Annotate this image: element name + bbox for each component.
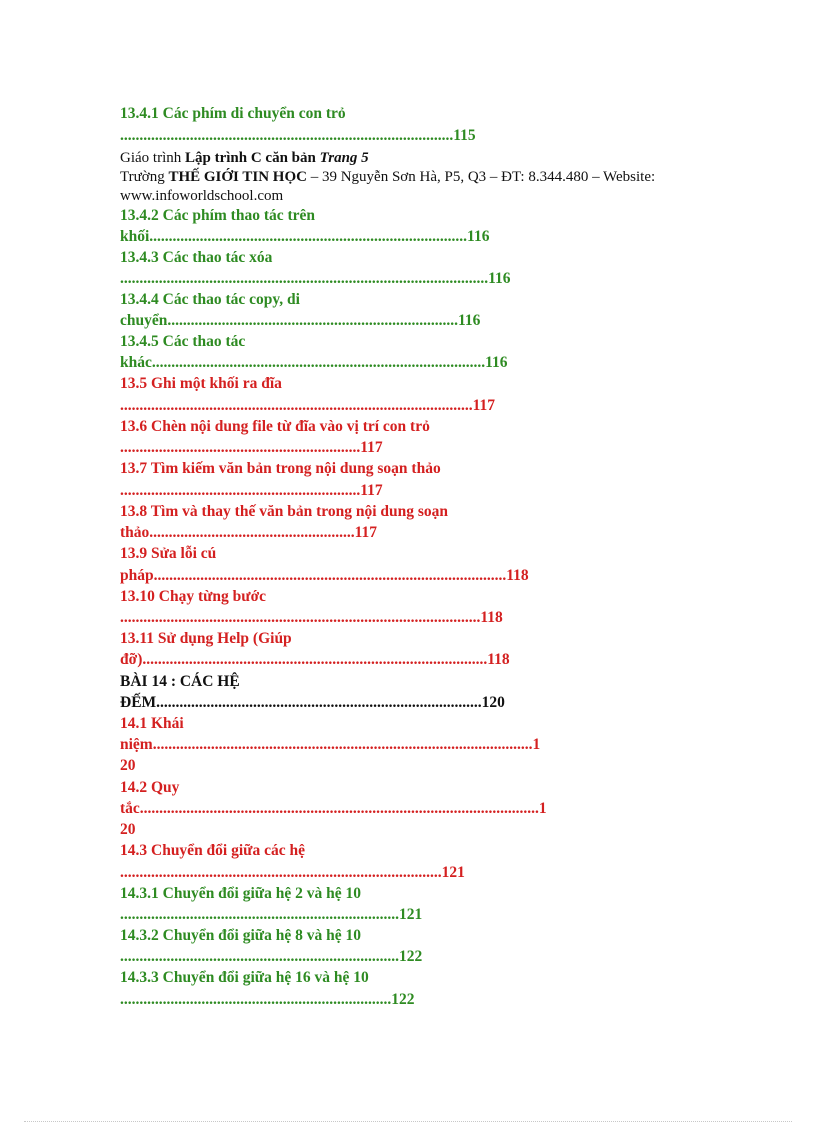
- toc-line: ...............................................................................................116: [120, 270, 511, 287]
- toc-line: 14.3.2 Chuyển đổi giữa hệ 8 và hệ 10: [120, 927, 361, 944]
- toc-line: 13.11 Sử dụng Help (Giúp: [120, 630, 292, 647]
- toc-line: ......................................................................122: [120, 991, 415, 1008]
- header-org: THẾ GIỚI TIN HỌC: [168, 169, 307, 185]
- toc-line: ...........................................................................................117: [120, 397, 496, 414]
- toc-line: 14.3 Chuyển đổi giữa các hệ: [120, 842, 305, 859]
- toc-line: 13.7 Tìm kiếm văn bản trong nội dung soạn thảo: [120, 460, 441, 477]
- header-org-prefix: Trường: [120, 169, 169, 185]
- header-line-2: [120, 167, 655, 187]
- toc-line: 13.4.5 Các thao tác: [120, 333, 246, 350]
- toc-line: 20: [120, 821, 136, 838]
- toc-line: 14.3.3 Chuyển đổi giữa hệ 16 và hệ 10: [120, 969, 369, 986]
- toc-line: khối..................................................................................116: [120, 228, 490, 245]
- toc-line: đỡ).........................................................................................118: [120, 651, 510, 668]
- toc-line: ..............................................................117: [120, 482, 383, 499]
- toc-line: chuyển...........................................................................116: [120, 312, 481, 329]
- header-page: Trang 5: [319, 150, 369, 166]
- header-website: www.infoworldschool.com: [120, 188, 284, 204]
- toc-line: tắc.......................................................................................................1: [120, 800, 547, 817]
- toc-line: BÀI 14 : CÁC HỆ: [120, 673, 240, 690]
- toc-line: khác......................................................................................116: [120, 354, 508, 371]
- toc-line: 13.6 Chèn nội dung file từ đĩa vào vị trí con trỏ: [120, 418, 430, 435]
- header-prefix: Giáo trình: [120, 150, 185, 166]
- toc-line: ..............................................................117: [120, 439, 383, 456]
- toc-line: 14.3.1 Chuyển đổi giữa hệ 2 và hệ 10: [120, 885, 361, 902]
- toc-line: 13.9 Sửa lỗi cú: [120, 545, 217, 562]
- toc-line: ........................................................................121: [120, 906, 423, 923]
- toc-line: ......................................................................................115: [120, 127, 476, 144]
- header-org-suffix: – 39 Nguyễn Sơn Hà, P5, Q3 – ĐT: 8.344.480 – Website:: [306, 169, 656, 185]
- toc-line: 13.10 Chạy từng bước: [120, 588, 267, 605]
- toc-line: pháp...........................................................................................118: [120, 567, 529, 584]
- toc-line: 13.5 Ghi một khối ra đĩa: [120, 375, 282, 392]
- header-line-1: [120, 148, 369, 168]
- toc-line: ...................................................................................121: [120, 864, 465, 881]
- toc-line: thảo.....................................................117: [120, 524, 378, 541]
- toc-line: 14.2 Quy: [120, 779, 180, 796]
- toc-line: niệm..................................................................................................1: [120, 736, 541, 753]
- toc-line: ĐẾM....................................................................................120: [120, 694, 505, 711]
- toc-line: 20: [120, 757, 136, 774]
- toc-line: 13.4.3 Các thao tác xóa: [120, 249, 273, 266]
- toc-line: 13.4.2 Các phím thao tác trên: [120, 207, 316, 224]
- page-bottom-divider: [24, 1121, 792, 1122]
- toc-line: 14.1 Khái: [120, 715, 184, 732]
- toc-line: 13.4.1 Các phím di chuyển con trỏ: [120, 105, 346, 122]
- toc-line: ........................................................................122: [120, 948, 423, 965]
- toc-line: .............................................................................................118: [120, 609, 503, 626]
- toc-line: 13.4.4 Các thao tác copy, di: [120, 291, 300, 308]
- toc-line: 13.8 Tìm và thay thế văn bản trong nội dung soạn: [120, 503, 449, 520]
- header-course: Lập trình C căn bản: [185, 150, 316, 166]
